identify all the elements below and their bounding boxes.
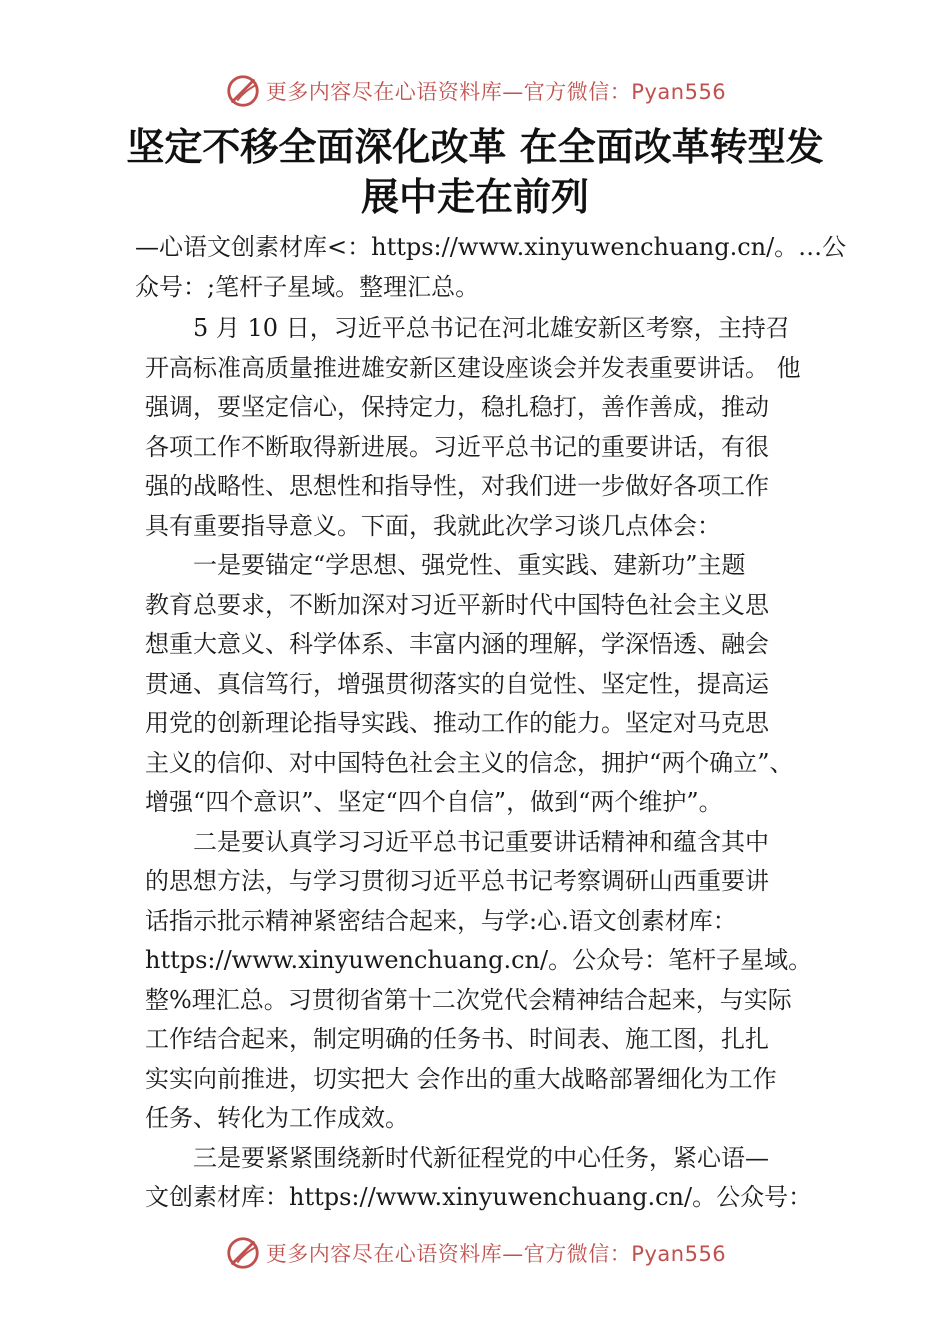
document-title [100,122,850,222]
body-line: https://www.xinyuwenchuang.cn/。公众号：笔杆子星域。 [145,946,813,974]
source-note-line: —心语文创素材库<：https://www.xinyuwenchuang.cn/。…公 [135,233,847,261]
pen-logo-icon [224,1234,262,1272]
body-line: 强调，要坚定信心，保持定力，稳扎稳打，善作善成，推动 [145,393,769,421]
pen-logo-icon [224,72,262,110]
header-watermark-banner [0,68,950,114]
banner-text: 更多内容尽在心语资料库—官方微信：Pyan556 [265,1242,727,1266]
body-line: 具有重要指导意义。下面，我就此次学习谈几点体会： [145,511,721,540]
source-note-line: 众号：;笔杆子星域。整理汇总。 [135,272,480,301]
body-line: 整%理汇总。习贯彻省第十二次党代会精神结合起来，与实际 [145,985,792,1014]
body-line: 三是要紧紧围绕新时代新征程党的中心任务，紧心语— [193,1143,769,1172]
footer-watermark-banner [0,1230,950,1276]
body-line: 用党的创新理论指导实践、推动工作的能力。坚定对马克思 [145,709,769,737]
body-line: 文创素材库：https://www.xinyuwenchuang.cn/。公众号： [145,1183,813,1211]
body-line: 教育总要求，不断加深对习近平新时代中国特色社会主义思 [145,590,769,619]
body-line: 话指示批示精神紧密结合起来，与学:心.语文创素材库： [145,906,737,935]
body-line: 开高标准高质量推进雄安新区建设座谈会并发表重要讲话。 他 [145,353,801,382]
title-line: 展中走在前列 [360,174,589,219]
body-line: 的思想方法，与学习贯彻习近平总书记考察调研山西重要讲 [145,867,769,895]
body-line: 二是要认真学习习近平总书记重要讲话精神和蕴含其中 [193,827,769,856]
title-line: 坚定不移全面深化改革 在全面改革转型发 [126,124,824,169]
body-line: 增强“四个意识”、坚定“四个自信”，做到“两个维护”。 [145,788,723,816]
document-body [135,228,847,1218]
body-line: 任务、转化为工作成效。 [145,1104,409,1132]
body-line: 各项工作不断取得新进展。习近平总书记的重要讲话，有很 [145,432,769,461]
banner-text: 更多内容尽在心语资料库—官方微信：Pyan556 [265,80,727,104]
body-line: 主义的信仰、对中国特色社会主义的信念，拥护“两个确立”、 [145,748,794,777]
body-line: 强的战略性、思想性和指导性，对我们进一步做好各项工作 [145,472,769,500]
body-line: 工作结合起来，制定明确的任务书、时间表、施工图，扎扎 [145,1025,769,1053]
body-line: 贯通、真信笃行，增强贯彻落实的自觉性、坚定性，提高运 [145,669,769,698]
body-line: 想重大意义、科学体系、丰富内涵的理解，学深悟透、融会 [145,630,769,658]
body-line: 一是要锚定“学思想、强党性、重实践、建新功”主题 [193,551,746,579]
body-line: 实实向前推进，切实把大 会作出的重大战略部署细化为工作 [145,1064,777,1093]
body-line: 5 月 10 日，习近平总书记在河北雄安新区考察，主持召 [193,314,790,342]
